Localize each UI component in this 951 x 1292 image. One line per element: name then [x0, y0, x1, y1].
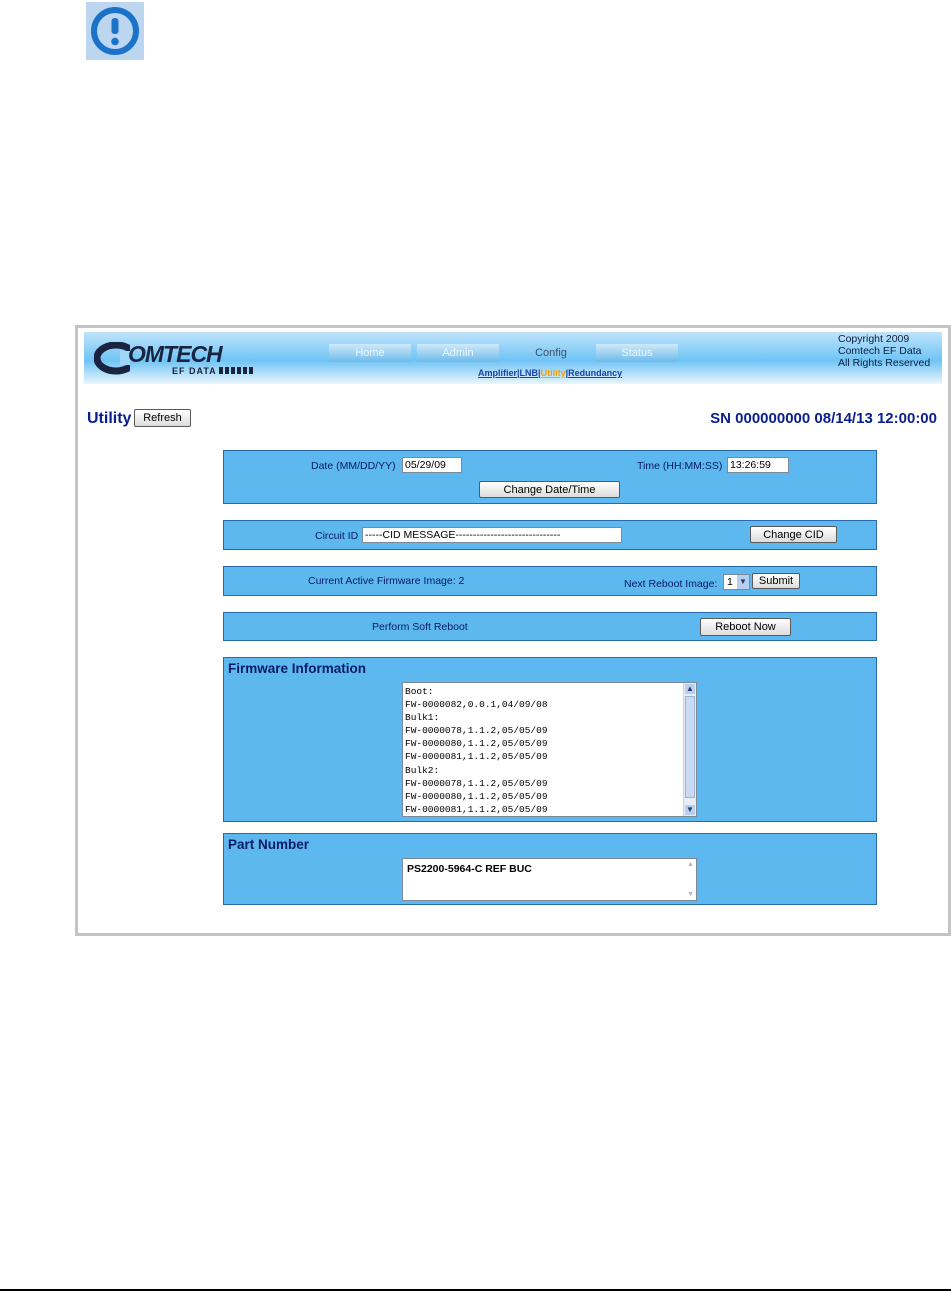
change-cid-button[interactable]: Change CID	[750, 526, 837, 543]
nav-tab-admin[interactable]: Admin	[417, 344, 499, 362]
firmware-information-textarea[interactable]	[402, 682, 697, 817]
page-title: Utility	[87, 410, 132, 427]
part-number-title: Part Number	[228, 837, 310, 852]
comtech-c-logo-icon	[94, 342, 130, 376]
scrollbar-thumb[interactable]	[685, 696, 695, 798]
subnav-utility-link[interactable]: Utility	[540, 368, 566, 378]
time-input[interactable]: 13:26:59	[727, 457, 789, 473]
nav-tab-config[interactable]: Config	[535, 347, 567, 359]
next-reboot-image-value: 1	[727, 576, 733, 588]
firmware-line: FW-0000081,1.1.2,05/05/09	[405, 803, 548, 815]
firmware-list	[403, 683, 696, 816]
soft-reboot-label: Perform Soft Reboot	[372, 621, 468, 633]
scroll-down-arrow-icon[interactable]: ▼	[687, 891, 694, 898]
next-reboot-image-select[interactable]	[723, 574, 750, 590]
subnav-lnb-link[interactable]: LNB	[519, 368, 539, 378]
comtech-logo[interactable]	[94, 342, 264, 380]
submit-button[interactable]: Submit	[752, 573, 800, 589]
date-input[interactable]: 05/29/09	[402, 457, 462, 473]
copyright-line: Copyright 2009	[838, 333, 910, 345]
subnav-redundancy-link[interactable]: Redundancy	[568, 368, 623, 378]
nav-tab-home[interactable]: Home	[329, 344, 411, 362]
firmware-line: FW-0000080,1.1.2,05/05/09	[405, 790, 548, 802]
firmware-line: FW-0000081,1.1.2,05/05/09	[405, 751, 548, 763]
logo-subtext: EF DATA	[172, 366, 217, 376]
soft-reboot-panel	[223, 612, 877, 641]
firmware-line: FW-0000082,0.0.1,04/09/08	[405, 699, 548, 711]
firmware-line: Bulk2:	[405, 764, 440, 776]
refresh-button[interactable]: Refresh	[134, 409, 191, 427]
rights-line: All Rights Reserved	[838, 357, 931, 369]
subnav-amplifier-link[interactable]: Amplifier	[478, 368, 518, 378]
copyright-notice	[838, 333, 930, 369]
part-number-value: PS2200-5964-C REF BUC	[407, 863, 532, 875]
sub-navigation: Amplifier|LNB|Utility|Redundancy	[478, 368, 623, 378]
company-line: Comtech EF Data	[838, 345, 922, 357]
next-reboot-image-label: Next Reboot Image:	[624, 578, 718, 590]
serial-number-datetime: SN 000000000 08/14/13 12:00:00	[710, 410, 937, 427]
dropdown-arrow-icon[interactable]: ▼	[737, 575, 749, 589]
firmware-line: FW-0000080,1.1.2,05/05/09	[405, 738, 548, 750]
header-bar	[84, 332, 942, 384]
circuit-id-panel	[223, 520, 877, 550]
logo-text: OMTECH	[128, 341, 222, 367]
firmware-image-panel	[223, 566, 877, 596]
date-time-panel	[223, 450, 877, 504]
change-date-time-button[interactable]: Change Date/Time	[479, 481, 620, 498]
circuit-id-input[interactable]: -----CID MESSAGE------------------------------	[362, 527, 622, 543]
scroll-up-arrow-icon[interactable]: ▲	[687, 861, 694, 868]
part-number-textarea[interactable]	[402, 858, 697, 901]
firmware-information-panel	[223, 657, 877, 822]
circuit-id-label: Circuit ID	[315, 530, 359, 542]
firmware-information-title: Firmware Information	[228, 661, 367, 676]
web-ui-screenshot	[75, 325, 951, 936]
firmware-scrollbar[interactable]	[683, 683, 696, 816]
firmware-line: FW-0000078,1.1.2,05/05/09	[405, 777, 548, 789]
logo-stripes	[219, 367, 253, 374]
firmware-line: Boot:	[405, 686, 434, 697]
exclamation-circle-icon	[86, 2, 144, 60]
reboot-now-button[interactable]: Reboot Now	[700, 618, 791, 636]
nav-tab-status[interactable]: Status	[596, 344, 678, 362]
firmware-line: FW-0000078,1.1.2,05/05/09	[405, 725, 548, 737]
current-firmware-image-label: Current Active Firmware Image: 2	[308, 575, 465, 587]
firmware-line: Bulk1:	[405, 712, 440, 724]
page-bottom-rule	[0, 1289, 951, 1291]
date-label: Date (MM/DD/YY)	[311, 460, 396, 472]
scroll-down-arrow-icon[interactable]: ▼	[686, 805, 694, 814]
time-label: Time (HH:MM:SS)	[637, 460, 723, 472]
part-number-panel	[223, 833, 877, 905]
scroll-up-arrow-icon[interactable]: ▲	[686, 684, 694, 693]
